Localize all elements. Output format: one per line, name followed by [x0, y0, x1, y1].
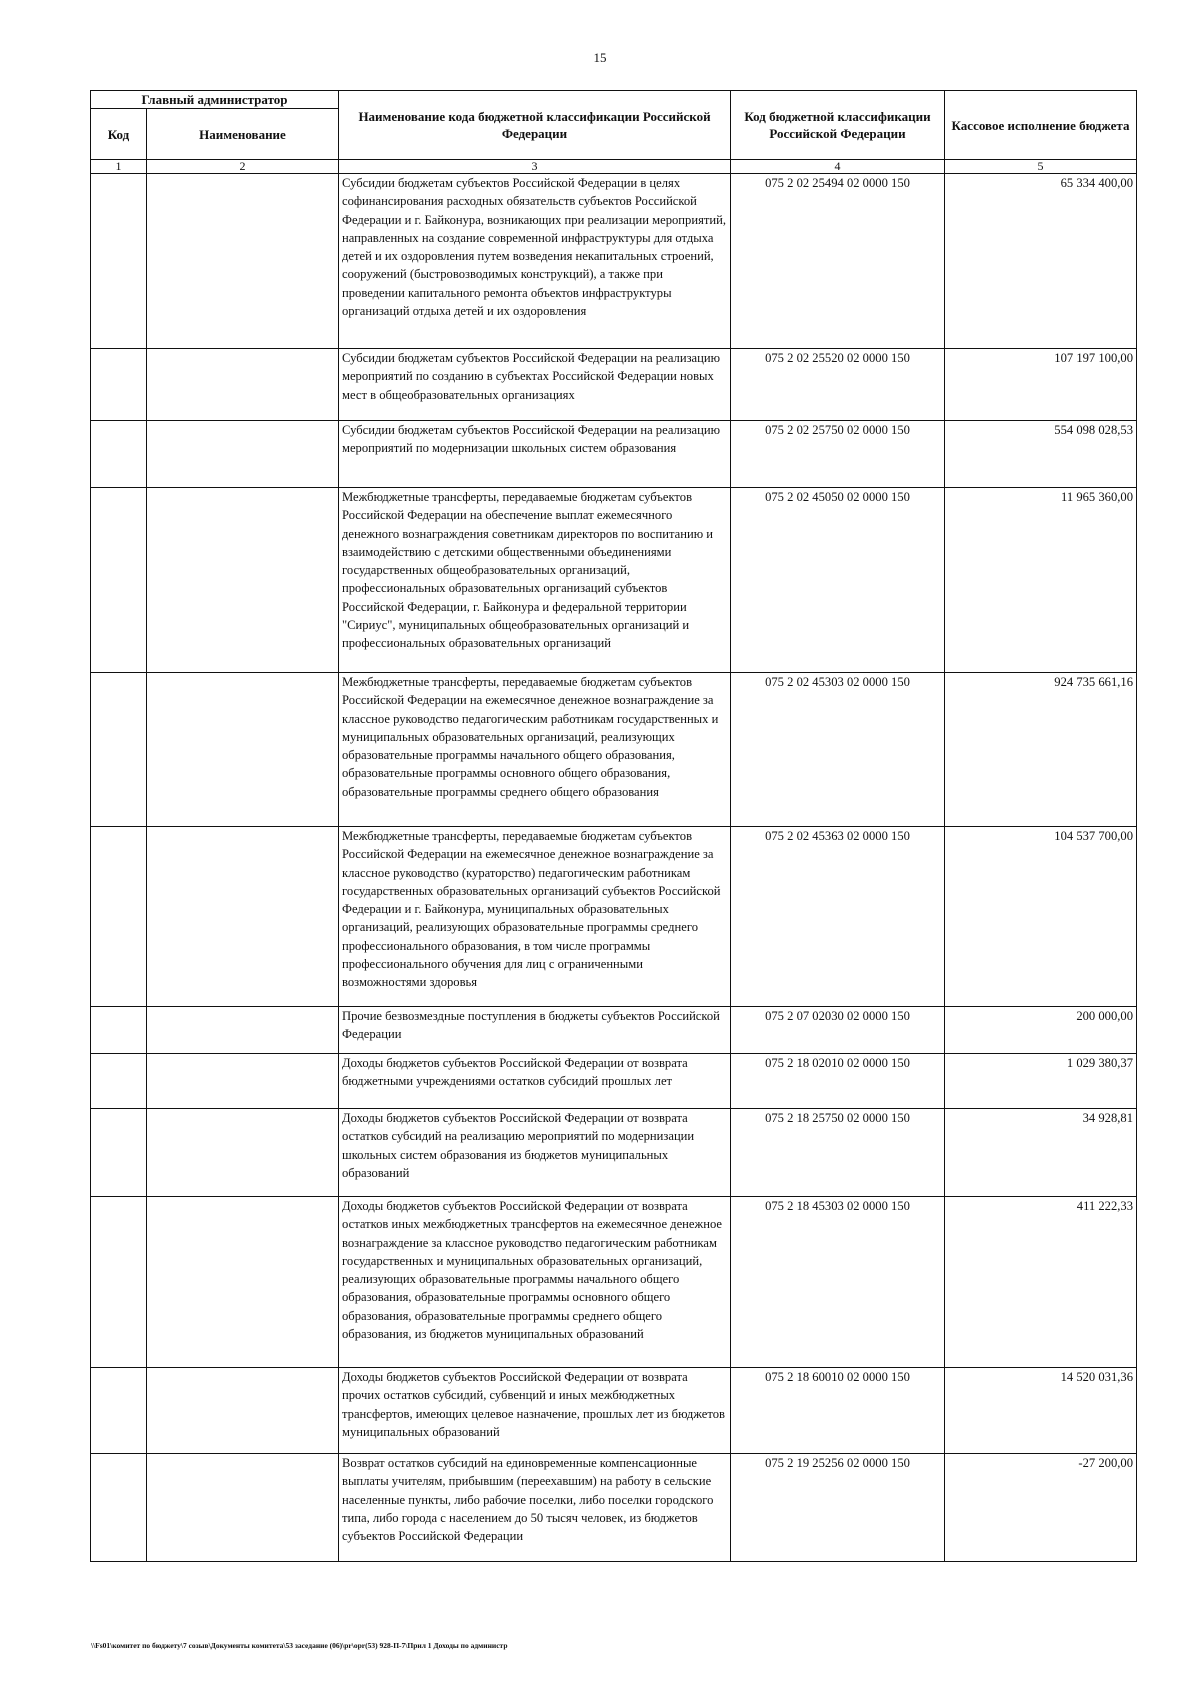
classification-code-cell: 075 2 02 25520 02 0000 150 — [731, 349, 945, 421]
execution-amount-cell: 65 334 400,00 — [945, 174, 1137, 349]
execution-amount-cell: 104 537 700,00 — [945, 827, 1137, 1007]
admin-name-cell — [147, 1368, 339, 1454]
classification-code-cell: 075 2 02 45303 02 0000 150 — [731, 673, 945, 827]
admin-code-cell — [91, 1368, 147, 1454]
column-number: 3 — [339, 160, 731, 174]
classification-code-cell: 075 2 02 45050 02 0000 150 — [731, 488, 945, 673]
header-name: Наименование — [147, 109, 339, 160]
execution-amount-cell: 1 029 380,37 — [945, 1054, 1137, 1109]
classification-name-cell: Субсидии бюджетам субъектов Российской Федерации на реализацию мероприятий по модернизации школьных систем образования — [339, 421, 731, 488]
classification-name-cell: Межбюджетные трансферты, передаваемые бюджетам субъектов Российской Федерации на ежемесячное денежное вознаграждение за классное руководство педагогическим работникам государственных и муниципальных образовательных организаций, реализующих образовательные программы начального общего образования, образовательные программы основного общего образования, образовательные программы среднего общего образования — [339, 673, 731, 827]
execution-amount-cell: 554 098 028,53 — [945, 421, 1137, 488]
admin-code-cell — [91, 488, 147, 673]
admin-name-cell — [147, 349, 339, 421]
admin-code-cell — [91, 349, 147, 421]
classification-code-cell: 075 2 02 25494 02 0000 150 — [731, 174, 945, 349]
table-row — [91, 827, 1137, 1007]
column-number: 1 — [91, 160, 147, 174]
admin-code-cell — [91, 1197, 147, 1368]
classification-name-cell: Межбюджетные трансферты, передаваемые бюджетам субъектов Российской Федерации на ежемесячное денежное вознаграждение за классное руководство (кураторство) педагогическим работникам государственных образовательных организаций субъектов Российской Федерации и г. Байконура, муниципальных образовательных организаций, реализующих образовательные программы среднего профессионального образования, в том числе программы профессионального обучения для лиц с ограниченными возможностями здоровья — [339, 827, 731, 1007]
classification-name-cell: Прочие безвозмездные поступления в бюджеты субъектов Российской Федерации — [339, 1007, 731, 1054]
classification-name-cell: Межбюджетные трансферты, передаваемые бюджетам субъектов Российской Федерации на обеспечение выплат ежемесячного денежного вознаграждения советникам директоров по воспитанию и взаимодействию с детскими общественными объединениями государственных общеобразовательных организаций, профессиональных образовательных организаций субъектов Российской Федерации, г. Байконура и федеральной территории "Сириус", муниципальных общеобразовательных организаций и профессиональных образовательных организаций — [339, 488, 731, 673]
table-row — [91, 421, 1137, 488]
header-classification-name: Наименование кода бюджетной классификации Российской Федерации — [339, 91, 731, 160]
table-row — [91, 488, 1137, 673]
classification-name-cell: Доходы бюджетов субъектов Российской Федерации от возврата бюджетными учреждениями остатков субсидий прошлых лет — [339, 1054, 731, 1109]
column-number: 2 — [147, 160, 339, 174]
header-classification-code: Код бюджетной классификации Российской Федерации — [731, 91, 945, 160]
admin-code-cell — [91, 1109, 147, 1197]
column-numbers-row — [91, 160, 1137, 174]
table-row — [91, 349, 1137, 421]
admin-code-cell — [91, 421, 147, 488]
classification-code-cell: 075 2 19 25256 02 0000 150 — [731, 1454, 945, 1562]
table-row — [91, 1054, 1137, 1109]
classification-name-cell: Возврат остатков субсидий на единовременные компенсационные выплаты учителям, прибывшим (переехавшим) на работу в сельские населенные пункты, либо рабочие поселки, либо поселки городского типа, либо города с населением до 50 тысяч человек, из бюджетов субъектов Российской Федерации — [339, 1454, 731, 1562]
header-code: Код — [91, 109, 147, 160]
footer-file-path: \\Fs01\комитет по бюджету\7 созыв\Документы комитета\53 заседание (06)\pr\opr(53) 928-П-7\Прил 1 Доходы по администр — [91, 1641, 508, 1650]
admin-code-cell — [91, 1454, 147, 1562]
table-row — [91, 673, 1137, 827]
classification-code-cell: 075 2 02 25750 02 0000 150 — [731, 421, 945, 488]
admin-code-cell — [91, 673, 147, 827]
admin-name-cell — [147, 1007, 339, 1054]
classification-code-cell: 075 2 18 60010 02 0000 150 — [731, 1368, 945, 1454]
table-row — [91, 1368, 1137, 1454]
execution-amount-cell: 411 222,33 — [945, 1197, 1137, 1368]
page-number: 15 — [593, 50, 607, 65]
table-row — [91, 1454, 1137, 1562]
execution-amount-cell: 200 000,00 — [945, 1007, 1137, 1054]
admin-name-cell — [147, 1109, 339, 1197]
execution-amount-cell: 107 197 100,00 — [945, 349, 1137, 421]
column-number: 4 — [731, 160, 945, 174]
revenue-table — [90, 90, 1137, 1562]
admin-name-cell — [147, 421, 339, 488]
execution-amount-cell: 14 520 031,36 — [945, 1368, 1137, 1454]
admin-name-cell — [147, 673, 339, 827]
classification-code-cell: 075 2 18 02010 02 0000 150 — [731, 1054, 945, 1109]
column-number: 5 — [945, 160, 1137, 174]
classification-name-cell: Субсидии бюджетам субъектов Российской Федерации в целях софинансирования расходных обязательств субъектов Российской Федерации и г. Байконура, возникающих при реализации мероприятий, направленных на создание современной инфраструктуры для отдыха детей и их оздоровления путем возведения некапитальных строений, сооружений (быстровозводимых конструкций), а также при проведении капитального ремонта объектов инфраструктуры организаций отдыха детей и их оздоровления — [339, 174, 731, 349]
classification-code-cell: 075 2 07 02030 02 0000 150 — [731, 1007, 945, 1054]
header-execution: Кассовое исполнение бюджета — [945, 91, 1137, 160]
admin-code-cell — [91, 1054, 147, 1109]
table-row — [91, 1109, 1137, 1197]
classification-name-cell: Доходы бюджетов субъектов Российской Федерации от возврата остатков иных межбюджетных трансфертов на ежемесячное денежное вознаграждение за классное руководство педагогическим работникам государственных и муниципальных образовательных организаций, реализующих образовательные программы начального общего образования, образовательные программы основного общего образования, образовательные программы среднего общего образования, из бюджетов муниципальных образований — [339, 1197, 731, 1368]
classification-code-cell: 075 2 18 45303 02 0000 150 — [731, 1197, 945, 1368]
classification-code-cell: 075 2 02 45363 02 0000 150 — [731, 827, 945, 1007]
classification-name-cell: Доходы бюджетов субъектов Российской Федерации от возврата остатков субсидий на реализацию мероприятий по модернизации школьных систем образования из бюджетов муниципальных образований — [339, 1109, 731, 1197]
admin-name-cell — [147, 1054, 339, 1109]
header-admin-group: Главный администратор — [91, 91, 339, 109]
admin-code-cell — [91, 827, 147, 1007]
table-row — [91, 1197, 1137, 1368]
admin-code-cell — [91, 174, 147, 349]
classification-name-cell: Субсидии бюджетам субъектов Российской Федерации на реализацию мероприятий по созданию в субъектах Российской Федерации новых мест в общеобразовательных организациях — [339, 349, 731, 421]
classification-name-cell: Доходы бюджетов субъектов Российской Федерации от возврата прочих остатков субсидий, субвенций и иных межбюджетных трансфертов, имеющих целевое назначение, прошлых лет из бюджетов муниципальных образований — [339, 1368, 731, 1454]
admin-code-cell — [91, 1007, 147, 1054]
admin-name-cell — [147, 1454, 339, 1562]
admin-name-cell — [147, 488, 339, 673]
execution-amount-cell: 11 965 360,00 — [945, 488, 1137, 673]
admin-name-cell — [147, 1197, 339, 1368]
execution-amount-cell: -27 200,00 — [945, 1454, 1137, 1562]
table-row — [91, 1007, 1137, 1054]
execution-amount-cell: 34 928,81 — [945, 1109, 1137, 1197]
classification-code-cell: 075 2 18 25750 02 0000 150 — [731, 1109, 945, 1197]
table-row — [91, 174, 1137, 349]
admin-name-cell — [147, 174, 339, 349]
admin-name-cell — [147, 827, 339, 1007]
execution-amount-cell: 924 735 661,16 — [945, 673, 1137, 827]
